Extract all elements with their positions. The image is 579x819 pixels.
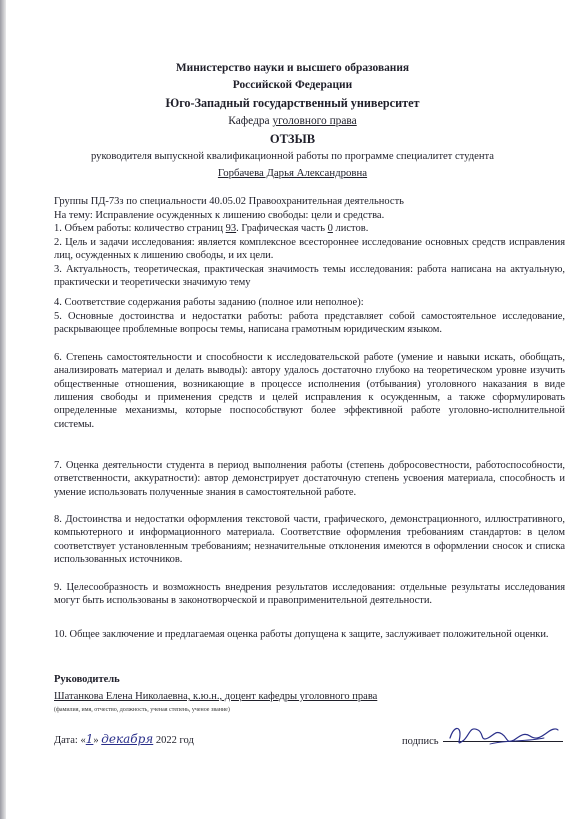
item-7-evaluation: 7. Оценка деятельности студента в период выполнения работы (степень добросовестности, работоспособности, ответственности, аккуратности): автор демонстрирует достаточную степень усвоения материала, способность и умение использовать полученные знания в самостоятельной работе. — [54, 460, 565, 498]
group-line: Группы ПД-73з по специальности 40.05.02 Правоохранительная деятельность — [54, 196, 404, 207]
item-8-formatting: 8. Достоинства и недостатки оформления текстовой части, графического, демонстрационного, иллюстративного, компьютерного и информационного материала. Соответствие оформления требованиям стандартов: в целом соответствует установленным требованиям; незначительные отклонения имеются в оформлении сносок и списка использованных источников. — [54, 514, 565, 566]
date-prefix: Дата: « — [54, 735, 86, 746]
date-month: декабря — [101, 732, 154, 746]
signature-label: подпись — [402, 736, 439, 747]
date-mid: » — [93, 735, 99, 746]
university-line: Юго-Западный государственный университет — [165, 96, 420, 110]
document-title: ОТЗЫВ — [269, 132, 316, 146]
item-1-text-c: листов. — [332, 223, 369, 234]
item-9-implementation: 9. Целесообразность и возможность внедрения результатов исследования: отдельные результаты исследования могут быть использованы в законотворческой и правоприменительной деятельности. — [54, 582, 565, 607]
item-3-relevance: 3. Актуальность, теоретическая, практическая значимость темы исследования: работа написана на актуальную, практически и теоретически значимую тему — [54, 264, 565, 289]
supervisor-name: Шатанкова Елена Николаевна, к.ю.н., доцент кафедры уголовного права — [54, 691, 378, 702]
date-year: 2022 год — [155, 735, 194, 746]
topic-line: На тему: Исправление осужденных к лишению свободы: цели и средства. — [54, 210, 385, 221]
date-day: 1 — [85, 732, 94, 746]
item-6-independence: 6. Степень самостоятельности и способности к исследовательской работе (умение и навыки искать, обобщать, анализировать материал и делать выводы): автору удалось достаточно глубоко на теоретическом уровне изучить общественные отношения, возникающие в процессе исполнения (отбывания) уголовного наказания в виде лишения свободы и применения средств и целей исправления к осужденным, а также сформулировать определенные механизмы, которые поспособствуют более эффективной работе уголовно-исполнительной системы. — [54, 352, 565, 430]
date-line — [54, 733, 194, 747]
item-4-compliance: 4. Соответствие содержания работы заданию (полное или неполное): — [54, 297, 364, 308]
page-count: 93 — [225, 223, 237, 234]
document-page — [6, 0, 579, 819]
department-prefix: Кафедра — [228, 115, 273, 127]
ministry-line: Министерство науки и высшего образования — [175, 62, 410, 74]
supervisor-caption: (фамилия, имя, отчество, должность, ученая степень, ученое звание) — [54, 707, 230, 713]
item-5-merits: 5. Основные достоинства и недостатки работы: работа представляет собой самостоятельное исследование, раскрывающее проблемные вопросы темы, написана грамотным юридическим языком. — [54, 311, 565, 336]
item-10-conclusion: 10. Общее заключение и предлагаемая оценка работы допущена к защите, заслуживает положительной оценки. — [54, 629, 549, 640]
review-subtitle: руководителя выпускной квалификационной работы по программе специалитет студента — [90, 151, 494, 162]
item-1-text-b: . Графическая часть — [236, 223, 328, 234]
student-name: Горбачева Дарья Александровна — [217, 167, 368, 179]
handwritten-signature — [444, 720, 562, 750]
graphic-sheet-count: 0 — [327, 223, 333, 234]
department-name: уголовного права — [272, 115, 357, 127]
department-line — [6, 113, 579, 129]
supervisor-heading: Руководитель — [54, 674, 120, 685]
item-1-text-a: 1. Объем работы: количество страниц — [54, 223, 226, 234]
item-2-goals: 2. Цель и задачи исследования: является комплексное всестороннее исследование основных средств исправления лиц, осужденных к лишению свободы, и их цели. — [54, 237, 565, 262]
country-line: Российской Федерации — [232, 79, 353, 91]
item-1-volume — [54, 222, 368, 235]
